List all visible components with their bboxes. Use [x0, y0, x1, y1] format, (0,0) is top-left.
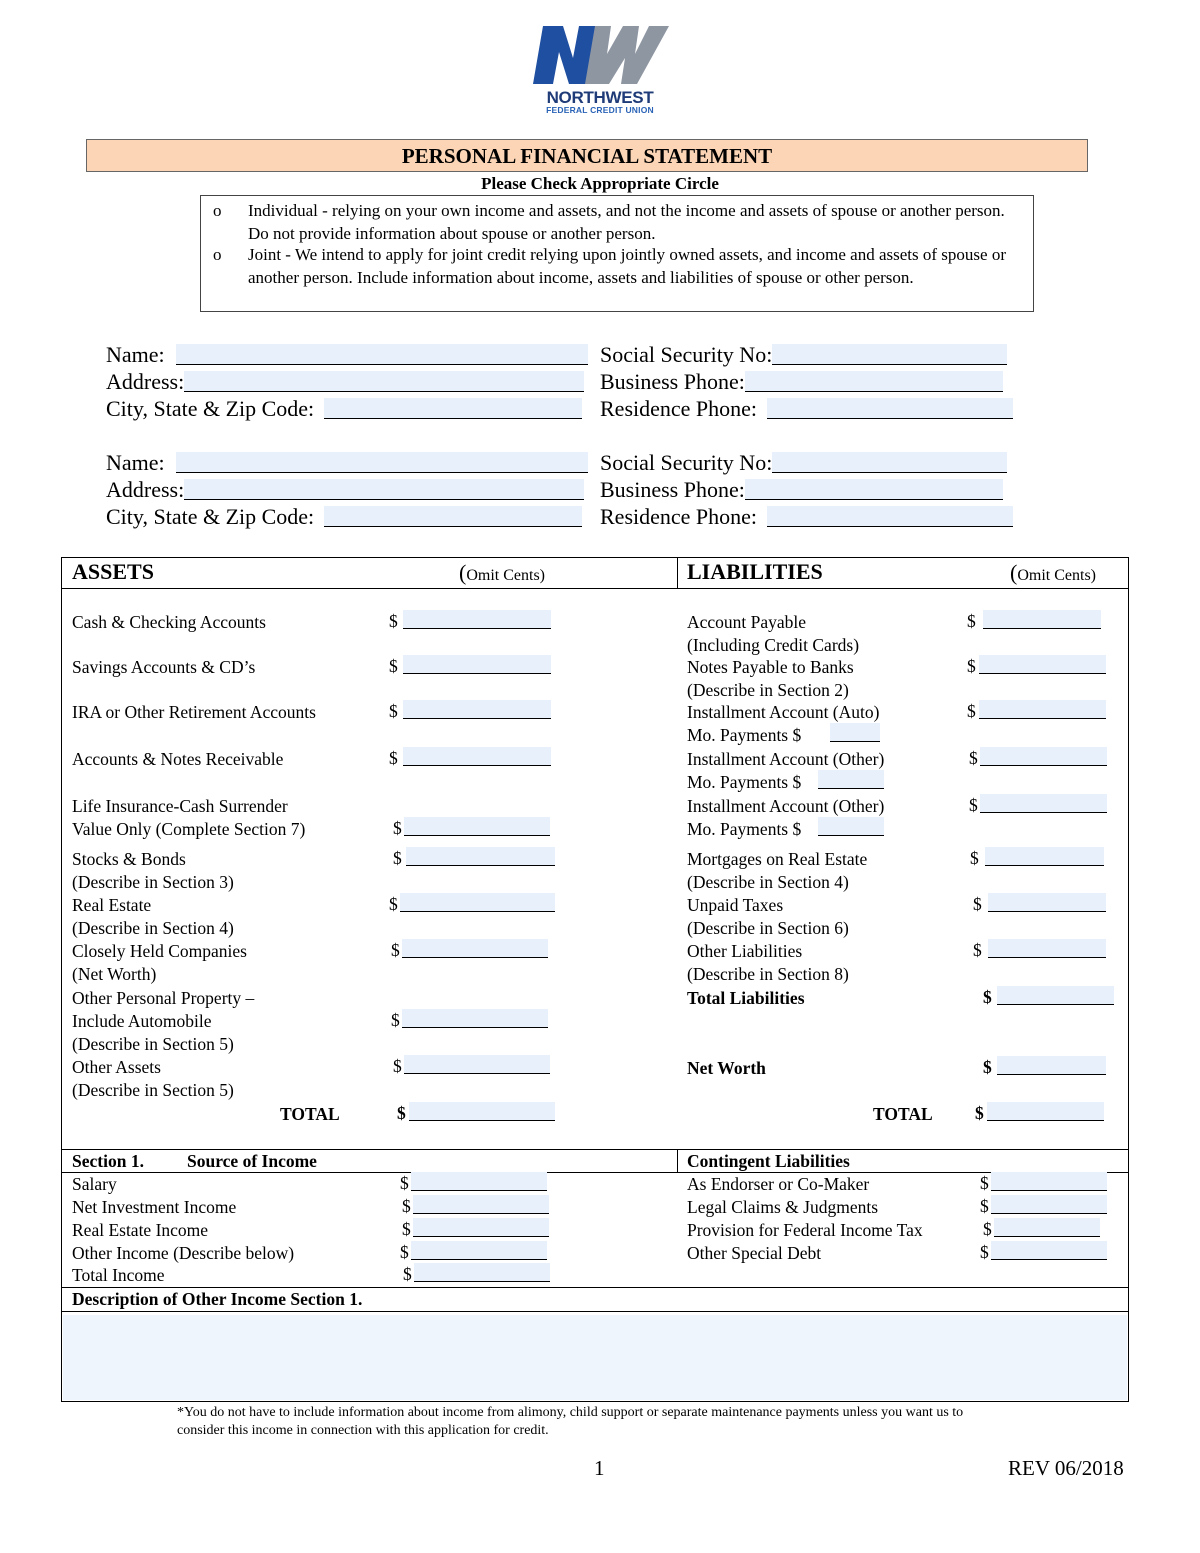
asset-other-sub: (Describe in Section 5) — [72, 1080, 234, 1100]
liab-installment-other2-sub: Mo. Payments $ — [687, 819, 802, 839]
asset-personal-property-sub: Include Automobile — [72, 1011, 212, 1031]
liab-installment-other2-payment-field[interactable] — [818, 817, 884, 836]
liab-other-field[interactable] — [988, 939, 1106, 958]
contingent-special-debt-label: Other Special Debt — [687, 1243, 822, 1263]
name-field[interactable] — [176, 452, 588, 473]
income-other-label: Other Income (Describe below) — [72, 1243, 295, 1263]
currency-symbol: $ — [389, 656, 398, 676]
currency-symbol: $ — [389, 748, 398, 768]
income-real-estate-field[interactable] — [413, 1218, 549, 1237]
applicant1-business-phone-row — [600, 368, 1003, 395]
asset-closely-held-label: Closely Held Companies — [72, 941, 247, 961]
revision-label: REV 06/2018 — [1008, 1456, 1124, 1480]
business-phone-label: Business Phone: — [600, 477, 745, 502]
logo-brand: NORTHWEST — [546, 88, 654, 107]
contingent-endorser-label: As Endorser or Co-Maker — [687, 1174, 870, 1194]
liab-installment-other1-label: Installment Account (Other) — [687, 749, 885, 769]
page-number: 1 — [594, 1456, 605, 1480]
name-label: Name: — [106, 450, 165, 475]
liab-installment-other1-payment-field[interactable] — [818, 770, 884, 789]
city-field[interactable] — [324, 506, 582, 527]
liab-accounts-payable-sub: (Including Credit Cards) — [687, 635, 860, 655]
applicant1-residence-phone-row — [600, 395, 1013, 422]
liab-mortgages-sub: (Describe in Section 4) — [687, 872, 849, 892]
residence-phone-label: Residence Phone: — [600, 504, 758, 529]
contingent-legal-field[interactable] — [991, 1195, 1107, 1214]
assets-header: ASSETS — [72, 559, 154, 584]
contingent-tax-field[interactable] — [994, 1218, 1100, 1237]
contingent-special-debt-field[interactable] — [991, 1241, 1107, 1260]
radio-circle-icon[interactable]: o — [213, 201, 222, 220]
currency-symbol: $ — [969, 795, 978, 815]
applicant1-ssn-row — [600, 341, 1007, 368]
currency-symbol: $ — [967, 611, 976, 631]
asset-cash-label: Cash & Checking Accounts — [72, 612, 266, 632]
currency-symbol: $ — [393, 1056, 402, 1076]
divider — [61, 588, 1129, 589]
liab-notes-payable-label: Notes Payable to Banks — [687, 657, 854, 677]
currency-symbol: $ — [389, 701, 398, 721]
city-label: City, State & Zip Code: — [106, 504, 315, 529]
ssn-field[interactable] — [772, 344, 1007, 365]
currency-symbol: $ — [975, 1103, 984, 1123]
city-field[interactable] — [324, 398, 582, 419]
income-salary-field[interactable] — [411, 1172, 547, 1191]
liab-accounts-payable-field[interactable] — [983, 610, 1101, 629]
asset-stocks-sub: (Describe in Section 3) — [72, 872, 234, 892]
divider — [677, 557, 678, 589]
liab-unpaid-taxes-label: Unpaid Taxes — [687, 895, 784, 915]
footnote: *You do not have to include information about income from alimony, child support or separate maintenance payments unless you want us to consider this income in connection with this application for credit. — [177, 1405, 964, 1438]
assets-omit-note: (Omit Cents) — [459, 560, 545, 585]
liab-mortgages-label: Mortgages on Real Estate — [687, 849, 868, 869]
ssn-label: Social Security No: — [600, 450, 773, 475]
divider — [677, 1149, 678, 1173]
name-field[interactable] — [176, 344, 588, 365]
currency-symbol: $ — [973, 940, 982, 960]
currency-symbol: $ — [970, 848, 979, 868]
currency-symbol: $ — [967, 701, 976, 721]
liab-installment-auto-field[interactable] — [979, 700, 1106, 719]
section1-subtitle: Source of Income — [187, 1151, 317, 1171]
applicant2-address-row — [106, 476, 584, 503]
applicant2-ssn-row — [600, 449, 1007, 476]
logo — [530, 24, 670, 116]
section1-title: Section 1. — [72, 1151, 144, 1171]
contingent-tax-label: Provision for Federal Income Tax — [687, 1220, 923, 1240]
liab-installment-other2-field[interactable] — [980, 794, 1107, 813]
liab-installment-auto-label: Installment Account (Auto) — [687, 702, 880, 722]
asset-personal-property-sub: (Describe in Section 5) — [72, 1034, 234, 1054]
liab-accounts-payable-label: Account Payable — [687, 612, 807, 632]
asset-real-estate-sub: (Describe in Section 4) — [72, 918, 234, 938]
nw-logo-mark — [533, 24, 669, 86]
currency-symbol: $ — [980, 1173, 989, 1193]
asset-life-insurance-sub: Value Only (Complete Section 7) — [72, 819, 306, 839]
other-income-description-field[interactable] — [63, 1315, 1127, 1400]
total-liabilities-label: Total Liabilities — [687, 988, 805, 1008]
liab-notes-payable-field[interactable] — [979, 655, 1106, 674]
income-real-estate-label: Real Estate Income — [72, 1220, 209, 1240]
address-field[interactable] — [184, 479, 584, 500]
currency-symbol: $ — [402, 1196, 411, 1216]
currency-symbol: $ — [393, 848, 402, 868]
check-instruction: Please Check Appropriate Circle — [481, 174, 719, 193]
residence-phone-field[interactable] — [767, 506, 1013, 527]
business-phone-field[interactable] — [745, 371, 1003, 392]
currency-symbol: $ — [969, 748, 978, 768]
applicant-type-options — [200, 195, 1034, 312]
asset-life-insurance-field[interactable] — [404, 817, 550, 836]
asset-stocks-label: Stocks & Bonds — [72, 849, 186, 869]
name-label: Name: — [106, 342, 165, 367]
asset-personal-property-field[interactable] — [402, 1009, 548, 1028]
currency-symbol: $ — [391, 1010, 400, 1030]
applicant1-city-row — [106, 395, 582, 422]
income-other-field[interactable] — [411, 1241, 547, 1260]
liab-installment-auto-sub: Mo. Payments $ — [687, 725, 802, 745]
asset-closely-held-field[interactable] — [402, 939, 548, 958]
currency-symbol: $ — [400, 1242, 409, 1262]
asset-other-label: Other Assets — [72, 1057, 161, 1077]
applicant2-city-row — [106, 503, 582, 530]
asset-savings-label: Savings Accounts & CD’s — [72, 657, 256, 677]
residence-phone-field[interactable] — [767, 398, 1013, 419]
applicant1-address-row — [106, 368, 584, 395]
applicant1-name-row — [106, 341, 588, 368]
asset-stocks-field[interactable] — [406, 847, 555, 866]
divider — [61, 1311, 1129, 1312]
total-liabilities-field[interactable] — [997, 986, 1114, 1005]
asset-real-estate-field[interactable] — [400, 893, 555, 912]
contingent-title: Contingent Liabilities — [687, 1151, 850, 1171]
income-total-label: Total Income — [72, 1265, 165, 1285]
income-investment-field[interactable] — [413, 1195, 549, 1214]
currency-symbol: $ — [389, 611, 398, 631]
ssn-label: Social Security No: — [600, 342, 773, 367]
currency-symbol: $ — [397, 1103, 406, 1123]
liabilities-total-field[interactable] — [987, 1102, 1104, 1121]
radio-circle-icon[interactable]: o — [213, 245, 222, 264]
asset-personal-property-label: Other Personal Property – — [72, 988, 255, 1008]
residence-phone-label: Residence Phone: — [600, 396, 758, 421]
liab-notes-payable-sub: (Describe in Section 2) — [687, 680, 849, 700]
currency-symbol: $ — [403, 1264, 412, 1284]
liab-unpaid-taxes-field[interactable] — [988, 893, 1106, 912]
net-worth-field[interactable] — [997, 1056, 1106, 1075]
currency-symbol: $ — [391, 940, 400, 960]
asset-real-estate-label: Real Estate — [72, 895, 152, 915]
address-label: Address: — [106, 477, 185, 502]
asset-ira-field[interactable] — [403, 700, 551, 719]
applicant2-residence-phone-row — [600, 503, 1013, 530]
currency-symbol: $ — [980, 1196, 989, 1216]
currency-symbol: $ — [402, 1219, 411, 1239]
contingent-legal-label: Legal Claims & Judgments — [687, 1197, 879, 1217]
asset-closely-held-sub: (Net Worth) — [72, 964, 157, 984]
liab-installment-other1-sub: Mo. Payments $ — [687, 772, 802, 792]
assets-total-field[interactable] — [409, 1102, 555, 1121]
currency-symbol: $ — [400, 1173, 409, 1193]
currency-symbol: $ — [983, 987, 992, 1007]
currency-symbol: $ — [389, 894, 398, 914]
income-salary-label: Salary — [72, 1174, 117, 1194]
option-text: Joint - We intend to apply for joint credit relying upon jointly owned assets, and income and assets of spouse or another person. Include information about income, assets and liabilities of spouse or other person. — [248, 245, 1006, 287]
liab-other-sub: (Describe in Section 8) — [687, 964, 849, 984]
contingent-endorser-field[interactable] — [991, 1172, 1107, 1191]
currency-symbol: $ — [973, 894, 982, 914]
address-label: Address: — [106, 369, 185, 394]
currency-symbol: $ — [967, 656, 976, 676]
currency-symbol: $ — [983, 1057, 992, 1077]
net-worth-label: Net Worth — [687, 1058, 766, 1078]
applicant2-business-phone-row — [600, 476, 1003, 503]
currency-symbol: $ — [980, 1242, 989, 1262]
liab-installment-other1-field[interactable] — [980, 747, 1107, 766]
asset-cash-field[interactable] — [403, 610, 551, 629]
liab-mortgages-field[interactable] — [985, 847, 1104, 866]
liabilities-total-label: TOTAL — [873, 1104, 933, 1124]
option-text: Individual - relying on your own income and assets, and not the income and assets of spouse or another person. Do not provide information about spouse or another person. — [248, 201, 1005, 243]
currency-symbol: $ — [393, 818, 402, 838]
asset-savings-field[interactable] — [403, 655, 551, 674]
page-title: PERSONAL FINANCIAL STATEMENT — [86, 139, 1088, 172]
income-investment-label: Net Investment Income — [72, 1197, 237, 1217]
assets-total-label: TOTAL — [280, 1104, 340, 1124]
asset-life-insurance-label: Life Insurance-Cash Surrender — [72, 796, 288, 816]
business-phone-label: Business Phone: — [600, 369, 745, 394]
currency-symbol: $ — [983, 1219, 992, 1239]
address-field[interactable] — [184, 371, 584, 392]
liab-installment-other2-label: Installment Account (Other) — [687, 796, 885, 816]
asset-receivable-field[interactable] — [403, 747, 551, 766]
liab-other-label: Other Liabilities — [687, 941, 803, 961]
income-total-field[interactable] — [414, 1263, 550, 1282]
applicant2-name-row — [106, 449, 588, 476]
liabilities-header: LIABILITIES — [687, 559, 823, 584]
liab-unpaid-taxes-sub: (Describe in Section 6) — [687, 918, 849, 938]
logo-subtitle: FEDERAL CREDIT UNION — [546, 105, 654, 115]
other-income-description-header: Description of Other Income Section 1. — [72, 1289, 363, 1309]
liabilities-omit-note: (Omit Cents) — [1010, 560, 1096, 585]
ssn-field[interactable] — [772, 452, 1007, 473]
city-label: City, State & Zip Code: — [106, 396, 315, 421]
asset-other-field[interactable] — [404, 1055, 550, 1074]
liab-installment-auto-payment-field[interactable] — [830, 723, 880, 742]
assets-liabilities-table — [61, 557, 1129, 1402]
business-phone-field[interactable] — [745, 479, 1003, 500]
asset-receivable-label: Accounts & Notes Receivable — [72, 749, 284, 769]
asset-ira-label: IRA or Other Retirement Accounts — [72, 702, 316, 722]
